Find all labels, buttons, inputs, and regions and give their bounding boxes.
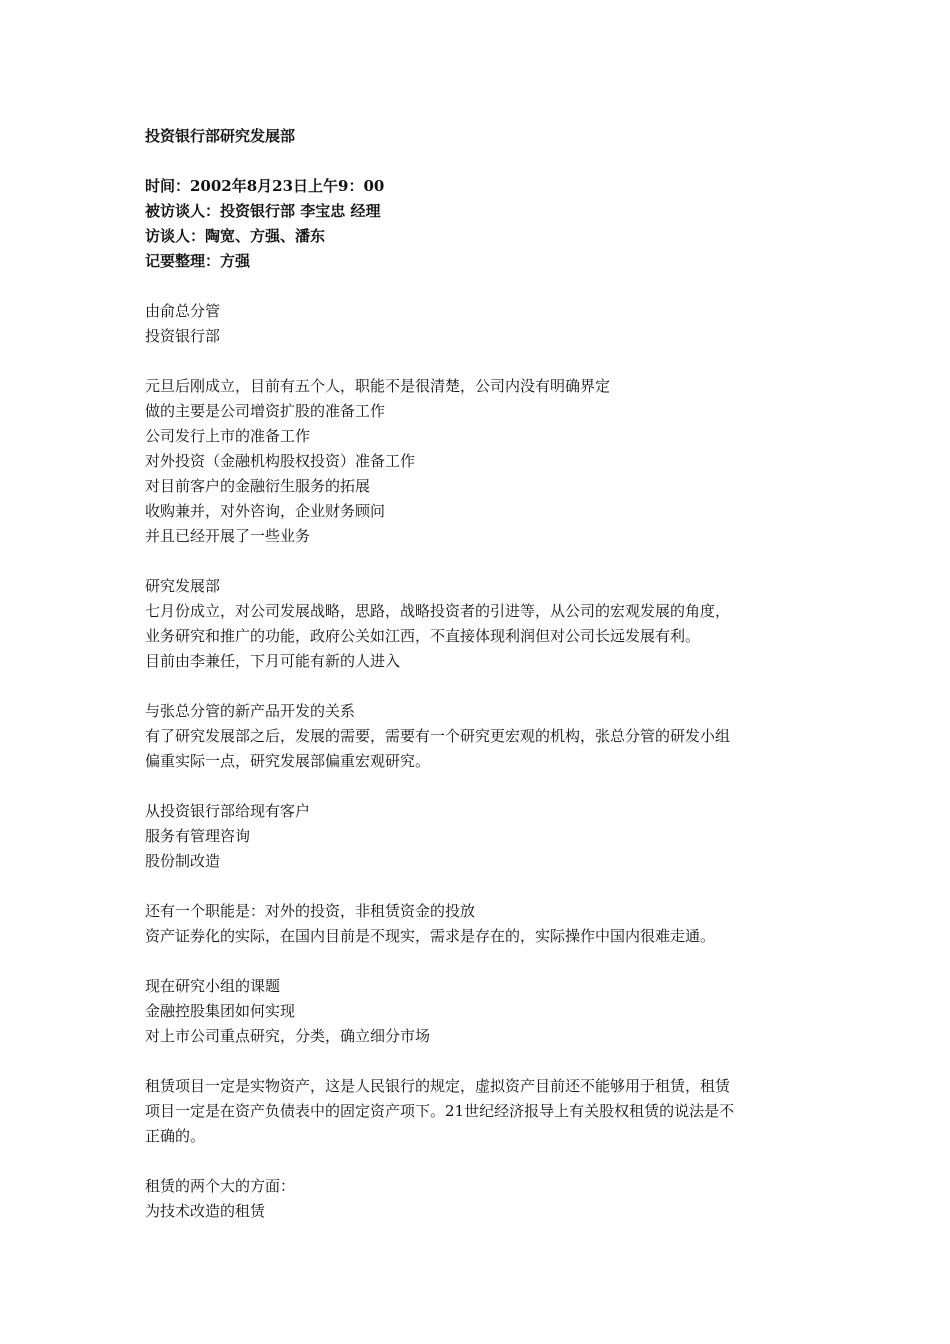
- paragraph-line: 现在研究小组的课题: [145, 977, 281, 995]
- spacer: [145, 674, 815, 699]
- paragraph-line: 偏重实际一点，研究发展部偏重宏观研究。: [145, 752, 431, 770]
- paragraph-line: 对外投资（金融机构股权投资）准备工作: [145, 452, 416, 470]
- paragraph-line: 项目一定是在资产负债表中的固定资产项下。21世纪经济报导上有关股权租赁的说法是不: [145, 1102, 735, 1120]
- recorder: 记要整理：方强: [145, 252, 251, 270]
- paragraph-line: 有了研究发展部之后，发展的需要，需要有一个研究更宏观的机构，张总分管的研发小组: [145, 727, 731, 745]
- paragraph-line: 为技术改造的租赁: [145, 1202, 266, 1220]
- document-page: [145, 124, 815, 1224]
- paragraph-line: 租赁项目一定是实物资产，这是人民银行的规定，虚拟资产目前还不能够用于租赁，租赁: [145, 1077, 731, 1095]
- paragraph-line: 公司发行上市的准备工作: [145, 427, 311, 445]
- paragraph-line: 正确的。: [145, 1127, 206, 1145]
- paragraph-line: 股份制改造: [145, 852, 221, 870]
- document-title: 投资银行部研究发展部: [145, 127, 296, 145]
- spacer: [145, 549, 815, 574]
- paragraph-line: 目前由李兼任，下月可能有新的人进入: [145, 652, 401, 670]
- paragraph-line: 与张总分管的新产品开发的关系: [145, 702, 356, 720]
- spacer: [145, 349, 815, 374]
- paragraph-line: 七月份成立，对公司发展战略，思路，战略投资者的引进等，从公司的宏观发展的角度，: [145, 602, 731, 620]
- spacer: [145, 274, 815, 299]
- paragraph-line: 研究发展部: [145, 577, 221, 595]
- paragraph-line: 服务有管理咨询: [145, 827, 251, 845]
- spacer: [145, 949, 815, 974]
- paragraph-line: 资产证券化的实际，在国内目前是不现实，需求是存在的，实际操作中国内很难走通。: [145, 927, 716, 945]
- paragraph-line: 还有一个职能是：对外的投资，非租赁资金的投放: [145, 902, 476, 920]
- paragraph-line: 对目前客户的金融衍生服务的拓展: [145, 477, 371, 495]
- spacer: [145, 774, 815, 799]
- interviewers: 访谈人：陶宽、方强、潘东: [145, 227, 326, 245]
- paragraph-line: 从投资银行部给现有客户: [145, 802, 311, 820]
- paragraph-line: 做的主要是公司增资扩股的准备工作: [145, 402, 386, 420]
- spacer: [145, 1149, 815, 1174]
- paragraph-line: 对上市公司重点研究，分类，确立细分市场: [145, 1027, 431, 1045]
- paragraph-line: 业务研究和推广的功能，政府公关如江西，不直接体现利润但对公司长远发展有利。: [145, 627, 701, 645]
- spacer: [145, 149, 815, 174]
- interviewee: 被访谈人：投资银行部 李宝忠 经理: [145, 202, 381, 220]
- meeting-time: 时间：2002年8月23日上午9：00: [145, 177, 385, 195]
- paragraph-line: 金融控股集团如何实现: [145, 1002, 296, 1020]
- paragraph-line: 由俞总分管: [145, 302, 221, 320]
- paragraph-line: 元旦后刚成立，目前有五个人，职能不是很清楚，公司内没有明确界定: [145, 377, 611, 395]
- paragraph-line: 并且已经开展了一些业务: [145, 527, 311, 545]
- spacer: [145, 874, 815, 899]
- paragraph-line: 租赁的两个大的方面：: [145, 1177, 296, 1195]
- paragraph-line: 收购兼并，对外咨询，企业财务顾问: [145, 502, 386, 520]
- paragraph-line: 投资银行部: [145, 327, 221, 345]
- spacer: [145, 1049, 815, 1074]
